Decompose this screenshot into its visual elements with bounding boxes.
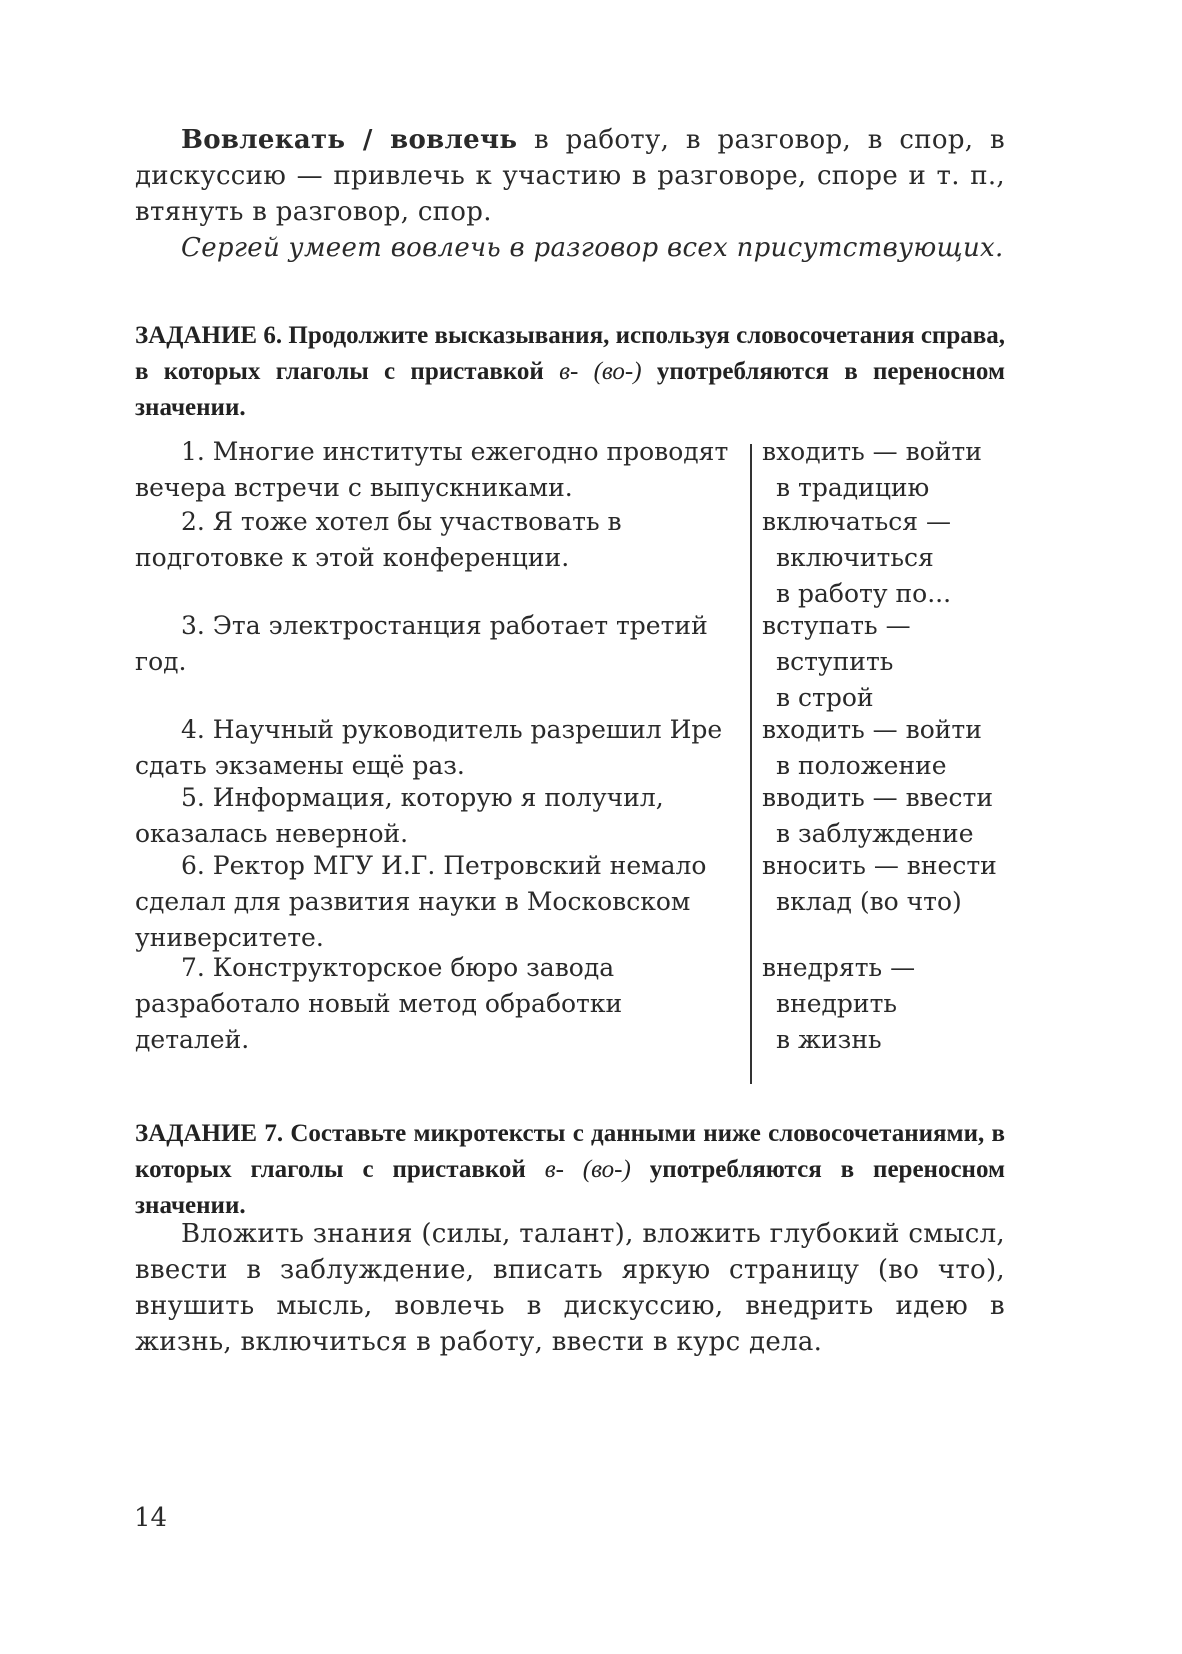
phrase-line: включиться	[776, 543, 934, 572]
definition-paragraph	[135, 122, 1005, 230]
task-7-label-end: употребляются в переносном значении.	[135, 1156, 1005, 1219]
phrase	[762, 504, 1022, 612]
definition-text: в работу, в разговор, в спор, в дискуссию — привлечь к участию в разговоре, споре и т. п., втянуть в разговор, спор.	[135, 125, 1005, 227]
phrase-line: включаться —	[762, 507, 951, 536]
task-6-heading	[135, 318, 1005, 426]
phrase-line: вступить	[776, 647, 894, 676]
phrase	[762, 608, 1022, 716]
task-7-heading	[135, 1116, 1005, 1224]
phrase-line: в традицию	[776, 473, 930, 502]
task-7-label: ЗАДАНИЕ 7. Составьте микротексты с данными ниже словосочетаниями, в которых глаголы с приставкой	[135, 1120, 1005, 1183]
phrase-line: вклад (во что)	[776, 887, 962, 916]
phrase	[762, 950, 1022, 1058]
intro-section	[135, 122, 1005, 266]
definition-term: Вовлекать / вовлечь	[181, 125, 518, 155]
phrase-line: внедрить	[776, 989, 898, 1018]
task-7-body: Вложить знания (силы, талант), вложить глубокий смысл, ввести в заблуждение, вписать яркую страницу (во что), внушить мысль, вовлечь в дискуссию, внедрить идею в жизнь, включиться в работу, ввести в курс дела.	[135, 1219, 1005, 1357]
task-6-prefix: в- (во-)	[559, 358, 642, 385]
phrase	[762, 848, 1022, 920]
task-6-label-end: употребляются в переносном значении.	[135, 358, 1005, 421]
phrase-line: вносить — внести	[762, 851, 997, 880]
phrase-line: в работу по...	[776, 579, 952, 608]
page-number: 14	[134, 1503, 168, 1533]
phrase	[762, 712, 1022, 784]
phrase-line: в положение	[776, 751, 947, 780]
sentence: 4. Научный руководитель разрешил Ире сдать экзамены ещё раз.	[135, 715, 723, 780]
example-sentence: Сергей умеет вовлечь в разговор всех присутствующих.	[181, 233, 1004, 263]
task-7-prefix: в- (во-)	[544, 1156, 631, 1183]
sentence: 3. Эта электростанция работает третий год.	[135, 611, 708, 676]
phrase-line: в заблуждение	[776, 819, 974, 848]
sentence: 5. Информация, которую я получил, оказалась неверной.	[135, 783, 664, 848]
phrase-line: в строй	[776, 683, 874, 712]
sentence: 7. Конструкторское бюро завода разработало новый метод обработки деталей.	[135, 953, 623, 1054]
column-divider	[750, 444, 752, 1084]
phrase	[762, 780, 1022, 852]
phrase-line: вводить — ввести	[762, 783, 994, 812]
sentence: 1. Многие институты ежегодно проводят вечера встречи с выпускниками.	[135, 437, 729, 502]
sentence: 2. Я тоже хотел бы участвовать в подготовке к этой конференции.	[135, 507, 622, 572]
phrase	[762, 434, 1022, 506]
phrase-line: вступать —	[762, 611, 911, 640]
sentence: 6. Ректор МГУ И.Г. Петровский немало сделал для развития науки в Московском университете.	[135, 851, 707, 952]
phrase-line: внедрять —	[762, 953, 916, 982]
phrase-line: в жизнь	[776, 1025, 882, 1054]
task-6-label: ЗАДАНИЕ 6. Продолжите высказывания, используя словосочетания справа, в которых глаголы с приставкой	[135, 322, 1005, 385]
phrase-line: входить — войти	[762, 437, 982, 466]
phrase-line: входить — войти	[762, 715, 982, 744]
